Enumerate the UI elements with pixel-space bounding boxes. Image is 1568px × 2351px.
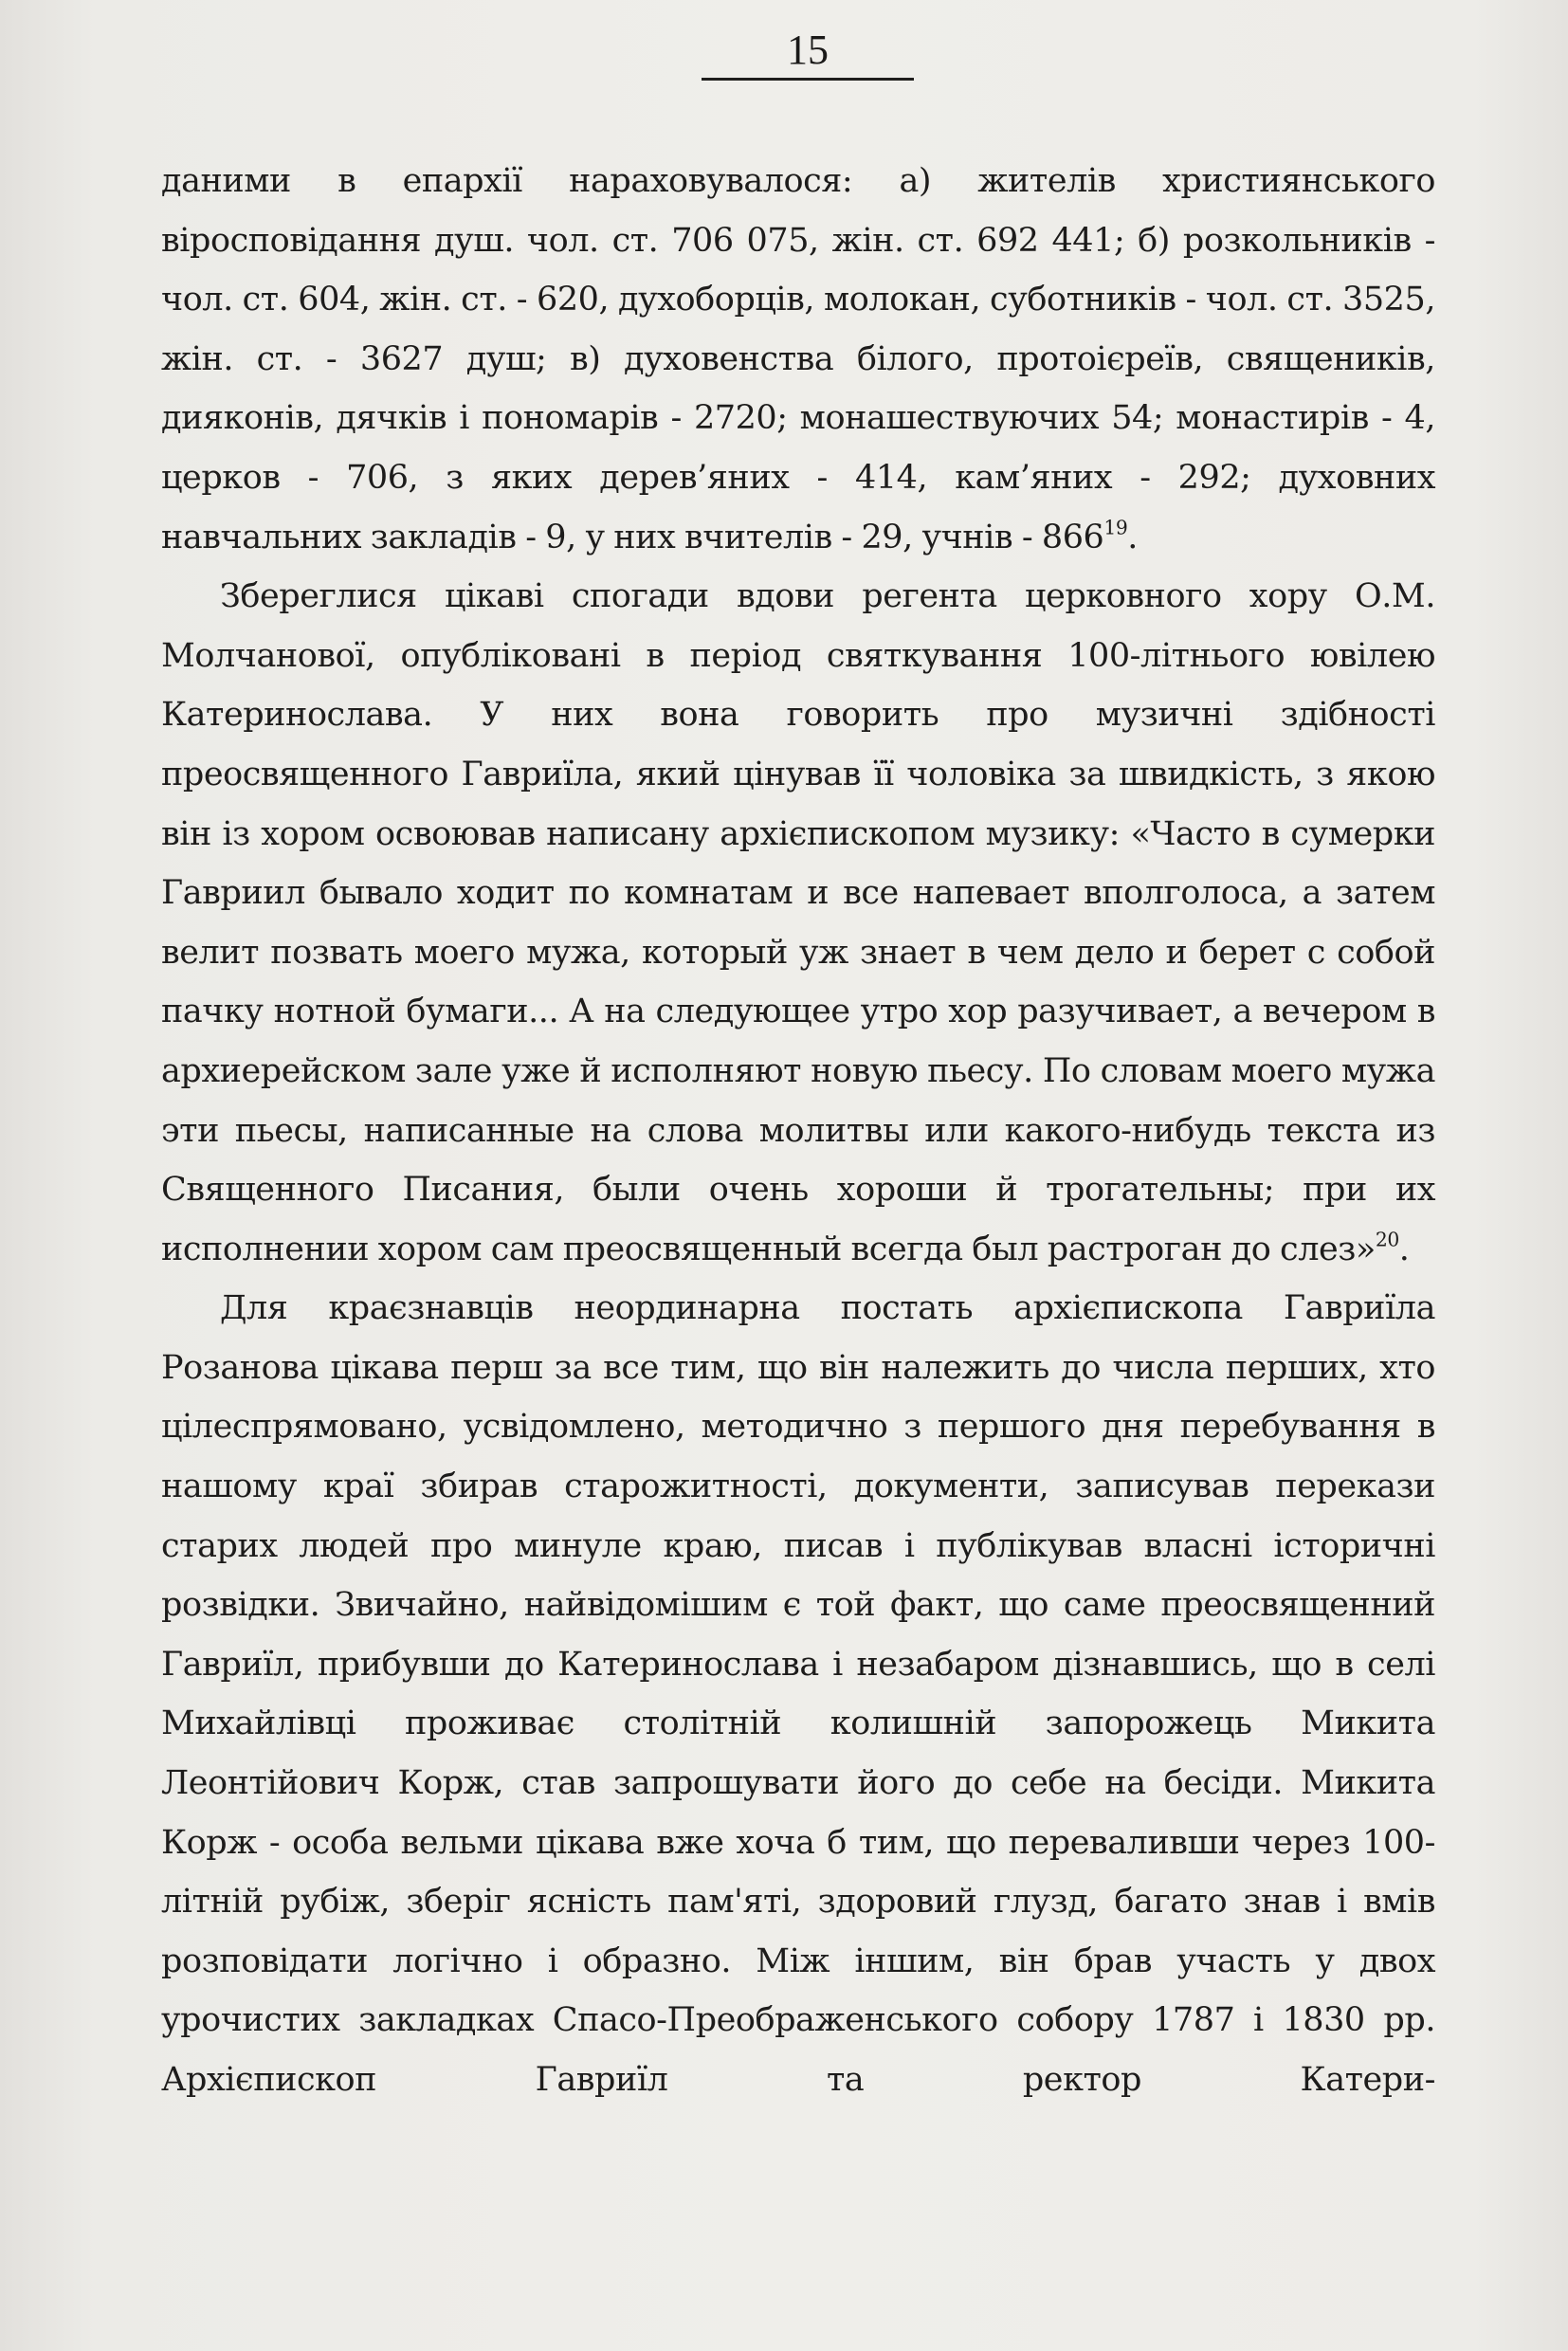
paragraph-text: Збереглися цікаві спогади вдови регента церковного хору О.М. Молчанової, опубліковані в період святкування 100-літнього ювілею Катеринослава. У них вона говорить про музичні здібності преосвященного Гавриїла, який цінував її чоловіка за швидкість, з якою він із хором освоював написану архієпископом музику: «Часто в сумерки Гавриил бывало ходит по комнатам и все напевает вполголоса, а затем велит позвать моего мужа, который уж знает в чем дело и берет с собой пачку нотной бумаги... А на следующее утро хор разучивает, а вечером в архиерейском зале уже й исполняют новую пьесу. По словам моего мужа эти пьесы, написанные на слова молитвы или какого-нибудь текста из Священного Писания, были очень хороши й трогательны; при их исполнении хором сам преосвященный всегда был растроган до слез» [161, 577, 1435, 1268]
paragraph-text: даними в епархії нараховувалося: а) жителів християнського віросповідання душ. чол. ст. 706 075, жін. ст. 692 441; б) розкольників - чол. ст. 604, жін. ст. - 620, духоборців, молокан, суботників - чол. ст. 3525, жін. ст. - 3627 душ; в) духовенства білого, протоієреїв, священиків, дияконів, дячків і пономарів - 2720; монашествуючих 54; монастирів - 4, церков - 706, з яких дерев’яних - 414, кам’яних - 292; духовних навчальних закладів - 9, у них вчителів - 29, учнів - 866 [161, 162, 1435, 556]
body-text [161, 152, 1435, 2110]
footnote-marker: 20 [1375, 1228, 1399, 1251]
page-number: 15 [787, 27, 829, 73]
paragraph-tail: . [1398, 1230, 1410, 1268]
header-rule [702, 78, 914, 81]
paragraph-statistics [161, 152, 1435, 567]
paragraph-text: Для краєзнавців неординарна постать архієпископа Гавриїла Розанова цікава перш за все тим, що він належить до числа перших, хто цілеспрямовано, усвідомлено, методично з першого дня перебування в нашому краї збирав старожитності, документи, записував перекази старих людей про минуле краю, писав і публікував власні історичні розвідки. Звичайно, найвідомішим є той факт, що саме преосвященний Гавриїл, прибувши до Катеринослава і незабаром дізнавшись, що в селі Михайлівці проживає столітній колишній запорожець Микита Леонтійович Корж, став запрошувати його до себе на бесіди. Микита Корж - особа вельми цікава вже хоча б тим, що переваливши через 100-літній рубіж, зберіг ясність пам'яті, здоровий глузд, багато знав і вмів розповідати логічно і образно. Між іншим, він брав участь у двох урочистих закладках Спасо-Преображенського собору 1787 і 1830 рр. Архієпископ Гавриїл та ректор Катери- [161, 1289, 1435, 2099]
paragraph-local-history [161, 1279, 1435, 2109]
paragraph-tail: . [1127, 518, 1138, 556]
paragraph-memoirs [161, 567, 1435, 1279]
footnote-marker: 19 [1103, 515, 1128, 538]
